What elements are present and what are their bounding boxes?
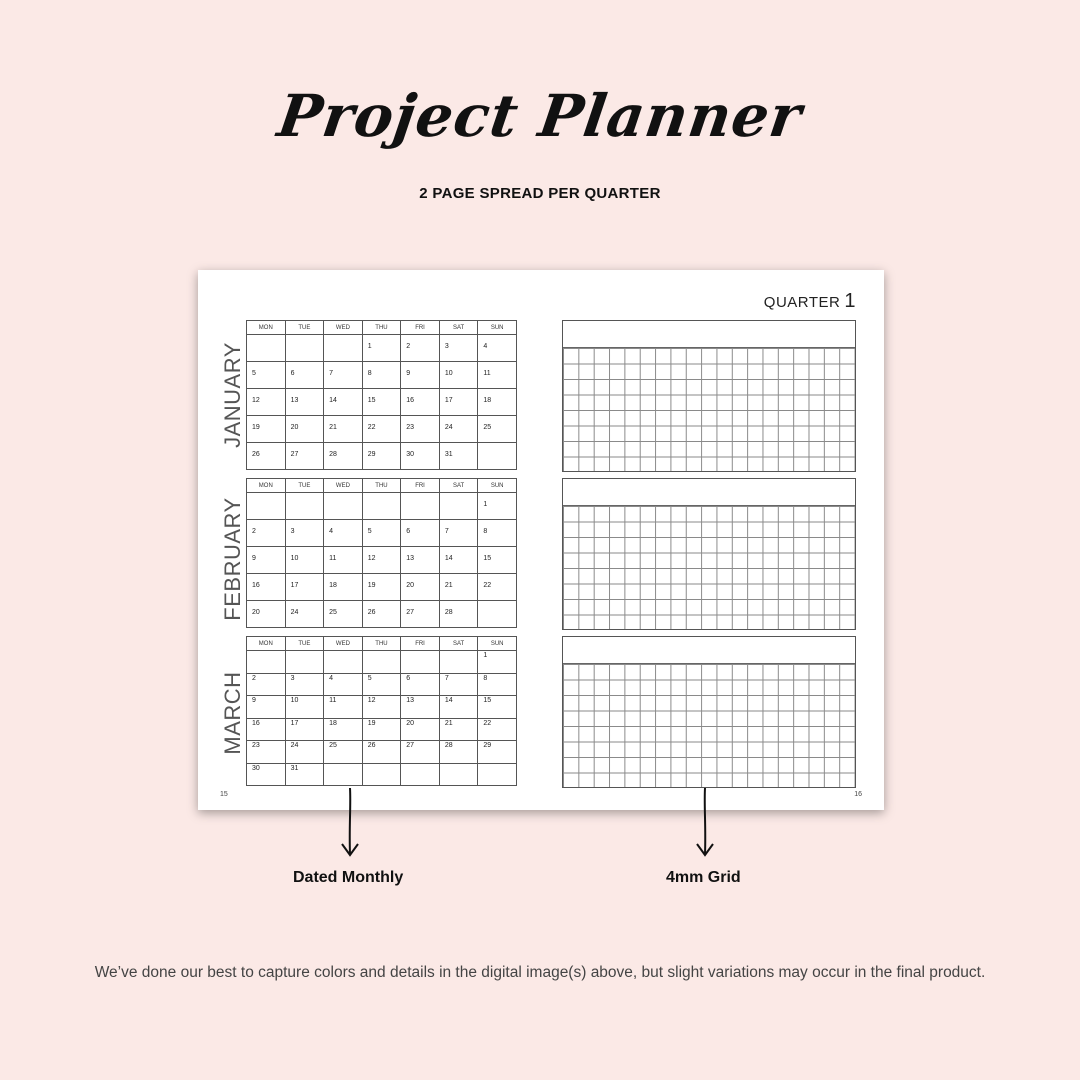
calendar-week-row [247,362,517,389]
day-number: 2 [252,528,256,535]
weekday-label: FRI [401,637,440,651]
day-number: 25 [483,424,492,431]
weekday-label: FRI [401,321,440,335]
day-number: 15 [483,555,492,562]
day-number: 6 [406,528,411,535]
day-number: 12 [367,555,376,562]
day-number: 8 [483,674,488,682]
weekday-label: WED [324,479,363,493]
calendar-day-cell[interactable] [324,416,363,443]
day-number [363,493,401,501]
calendar-day-cell[interactable] [401,574,440,601]
page-title: Project Planner [273,82,807,150]
calendar-day-cell[interactable] [439,673,478,696]
day-number: 31 [444,451,453,458]
day-number [363,764,401,765]
day-number: 7 [329,370,334,377]
day-number [478,764,516,765]
grid-header[interactable] [563,479,855,506]
day-number: 13 [406,697,415,704]
day-number: 22 [367,424,376,431]
calendar-day-cell[interactable] [285,416,324,443]
calendar-day-cell[interactable] [478,673,517,696]
calendar-day-cell[interactable] [401,443,440,470]
calendar-day-cell[interactable] [478,763,517,786]
weekday-label: TUE [285,321,324,335]
calendar-day-cell[interactable] [362,673,401,696]
weekday-header-row [247,637,517,651]
calendar-day-cell[interactable] [324,718,363,741]
calendar-day-cell[interactable] [478,574,517,601]
day-number: 10 [444,370,453,377]
weekday-label: MON [247,479,286,493]
grid-notes-march[interactable] [562,636,856,788]
calendar-day-cell[interactable] [324,696,363,719]
calendar-day-cell[interactable] [439,443,478,470]
weekday-label: MON [247,321,286,335]
callout-dated-monthly: Dated Monthly [293,869,404,886]
calendar-day-cell[interactable] [285,335,324,362]
day-number [478,443,516,451]
calendar-day-cell[interactable] [478,362,517,389]
calendar-day-cell[interactable] [247,362,286,389]
calendar-day-cell[interactable] [247,601,286,628]
planner-spread [198,270,884,810]
day-number: 9 [406,370,411,377]
day-number [478,601,516,609]
day-number: 3 [444,343,449,350]
calendar-day-cell[interactable] [362,741,401,764]
day-number: 11 [329,697,337,704]
month-label-february: FEBRUARY [220,497,245,621]
day-number: 29 [483,742,492,749]
calendar-day-cell[interactable] [285,651,324,674]
weekday-label: WED [324,321,363,335]
day-number: 16 [406,397,415,404]
weekday-label: WED [324,637,363,651]
calendar-day-cell[interactable] [247,651,286,674]
weekday-label: TUE [285,637,324,651]
day-number: 23 [406,424,415,431]
day-number: 6 [290,370,295,377]
day-number: 30 [252,764,260,772]
day-number: 7 [444,674,449,682]
day-number: 8 [483,528,488,535]
calendar-day-cell[interactable] [362,416,401,443]
calendar-day-cell[interactable] [362,574,401,601]
weekday-label: THU [362,637,401,651]
day-number: 6 [406,674,411,682]
grid-header[interactable] [563,321,855,348]
day-number [247,335,285,343]
day-number: 14 [329,397,337,404]
day-number: 24 [290,742,299,749]
day-number: 19 [252,424,260,431]
calendar-day-cell[interactable] [478,547,517,574]
day-number: 12 [367,697,376,704]
day-number [324,651,362,652]
left-page-number: 15 [220,791,228,798]
calendar-week-row [247,493,517,520]
calendar-day-cell[interactable] [439,520,478,547]
calendar-day-cell[interactable] [324,763,363,786]
day-number: 7 [444,528,449,535]
calendar-day-cell[interactable] [401,763,440,786]
day-number: 1 [367,343,372,350]
calendar-day-cell[interactable] [401,493,440,520]
calendar-day-cell[interactable] [401,741,440,764]
quarter-label: QUARTER [763,294,841,311]
calendar-day-cell[interactable] [247,493,286,520]
day-number: 2 [252,674,256,682]
day-number [440,764,478,765]
calendar-february [246,478,517,628]
calendar-day-cell[interactable] [285,718,324,741]
calendar-day-cell[interactable] [478,651,517,674]
grid-area[interactable] [563,348,855,471]
calendar-week-row [247,416,517,443]
calendar-day-cell[interactable] [439,741,478,764]
grid-header[interactable] [563,637,855,664]
day-number: 28 [329,451,337,458]
arrow-down-icon [693,786,717,860]
day-number: 14 [444,555,453,562]
day-number: 4 [329,674,334,682]
callout-grid: 4mm Grid [666,869,741,886]
calendar-day-cell[interactable] [362,601,401,628]
day-number: 5 [367,528,372,535]
calendar-day-cell[interactable] [362,389,401,416]
day-number [440,493,478,501]
day-number: 28 [444,742,453,749]
calendar-day-cell[interactable] [439,547,478,574]
calendar-day-cell[interactable] [285,493,324,520]
weekday-label: THU [362,479,401,493]
calendar-day-cell[interactable] [285,520,324,547]
quarter-heading [764,290,856,313]
day-number: 26 [367,742,376,749]
calendar-day-cell[interactable] [401,547,440,574]
day-number: 27 [290,451,299,458]
calendar-day-cell[interactable] [362,335,401,362]
weekday-label: SAT [439,479,478,493]
grid-area[interactable] [563,506,855,629]
calendar-day-cell[interactable] [439,493,478,520]
day-number: 12 [252,397,260,404]
grid-notes-february[interactable] [562,478,856,630]
calendar-day-cell[interactable] [478,741,517,764]
calendar-day-cell[interactable] [478,696,517,719]
day-number: 11 [483,370,491,377]
grid-notes-january[interactable] [562,320,856,472]
day-number: 28 [444,609,453,616]
calendar-day-cell[interactable] [478,601,517,628]
day-number: 1 [483,652,488,659]
calendar-week-row [247,673,517,696]
calendar-day-cell[interactable] [247,741,286,764]
calendar-day-cell[interactable] [362,443,401,470]
calendar-day-cell[interactable] [401,362,440,389]
calendar-day-cell[interactable] [285,443,324,470]
day-number: 9 [252,555,256,562]
weekday-label: SAT [439,321,478,335]
day-number: 14 [444,697,453,704]
day-number: 15 [367,397,376,404]
calendar-day-cell[interactable] [324,493,363,520]
calendar-day-cell[interactable] [324,443,363,470]
day-number: 25 [329,742,337,749]
weekday-header-row [247,479,517,493]
month-label-march: MARCH [220,671,245,755]
day-number [324,335,362,343]
calendar-day-cell[interactable] [324,741,363,764]
calendar-day-cell[interactable] [247,696,286,719]
day-number: 4 [483,343,488,350]
calendar-day-cell[interactable] [439,601,478,628]
day-number [401,493,439,501]
day-number [324,764,362,765]
calendar-week-row [247,601,517,628]
day-number: 24 [444,424,453,431]
weekday-label: FRI [401,479,440,493]
calendar-day-cell[interactable] [401,389,440,416]
calendar-day-cell[interactable] [439,574,478,601]
calendar-day-cell[interactable] [324,601,363,628]
calendar-day-cell[interactable] [285,547,324,574]
calendar-day-cell[interactable] [439,416,478,443]
weekday-label: SUN [478,479,517,493]
day-number [401,651,439,652]
calendar-day-cell[interactable] [247,673,286,696]
calendar-day-cell[interactable] [439,335,478,362]
calendar-week-row [247,696,517,719]
day-number: 26 [252,451,260,458]
day-number: 13 [406,555,415,562]
day-number: 5 [367,674,372,682]
day-number: 21 [329,424,337,431]
calendar-day-cell[interactable] [324,389,363,416]
day-number: 21 [444,582,453,589]
calendar-day-cell[interactable] [401,335,440,362]
calendar-day-cell[interactable] [247,547,286,574]
weekday-label: SUN [478,321,517,335]
calendar-day-cell[interactable] [247,718,286,741]
day-number: 1 [483,501,488,508]
calendar-week-row [247,574,517,601]
day-number: 8 [367,370,372,377]
calendar-day-cell[interactable] [401,601,440,628]
day-number [401,764,439,765]
calendar-week-row [247,718,517,741]
calendar-day-cell[interactable] [478,335,517,362]
calendar-day-cell[interactable] [362,696,401,719]
calendar-day-cell[interactable] [324,574,363,601]
calendar-day-cell[interactable] [439,362,478,389]
calendar-day-cell[interactable] [324,362,363,389]
calendar-day-cell[interactable] [439,389,478,416]
calendar-day-cell[interactable] [362,520,401,547]
calendar-day-cell[interactable] [285,741,324,764]
calendar-week-row [247,763,517,786]
calendar-day-cell[interactable] [478,520,517,547]
day-number [324,493,362,501]
day-number: 17 [290,582,299,589]
day-number: 16 [252,582,260,589]
day-number [286,651,324,652]
calendar-week-row [247,335,517,362]
calendar-day-cell[interactable] [285,362,324,389]
calendar-day-cell[interactable] [362,362,401,389]
weekday-label: SAT [439,637,478,651]
calendar-day-cell[interactable] [478,718,517,741]
day-number: 18 [329,719,337,727]
day-number: 22 [483,719,492,727]
day-number: 17 [290,719,299,727]
weekday-label: MON [247,637,286,651]
calendar-day-cell[interactable] [362,651,401,674]
page-subtitle: 2 PAGE SPREAD PER QUARTER [419,185,661,202]
day-number: 15 [483,697,492,704]
day-number: 16 [252,719,260,727]
calendar-day-cell[interactable] [478,493,517,520]
calendar-day-cell[interactable] [478,416,517,443]
calendar-day-cell[interactable] [324,520,363,547]
calendar-day-cell[interactable] [285,389,324,416]
day-number [440,651,478,652]
day-number: 20 [406,582,415,589]
calendar-day-cell[interactable] [401,520,440,547]
day-number: 10 [290,697,299,704]
day-number: 18 [329,582,337,589]
day-number: 17 [444,397,453,404]
calendar-day-cell[interactable] [324,651,363,674]
day-number [286,493,324,501]
calendar-day-cell[interactable] [401,651,440,674]
calendar-day-cell[interactable] [362,493,401,520]
calendar-week-row [247,389,517,416]
calendar-week-row [247,443,517,470]
day-number: 21 [444,719,453,727]
day-number: 20 [252,609,260,616]
month-label-january: JANUARY [220,342,245,448]
calendar-day-cell[interactable] [478,443,517,470]
weekday-label: TUE [285,479,324,493]
day-number: 27 [406,609,415,616]
day-number: 18 [483,397,492,404]
calendar-march [246,636,517,786]
calendar-day-cell[interactable] [401,416,440,443]
calendar-day-cell[interactable] [285,574,324,601]
calendar-day-cell[interactable] [401,696,440,719]
calendar-day-cell[interactable] [247,574,286,601]
day-number [247,493,285,501]
calendar-week-row [247,741,517,764]
calendar-day-cell[interactable] [324,547,363,574]
day-number: 22 [483,582,492,589]
day-number: 10 [290,555,299,562]
day-number: 26 [367,609,376,616]
day-number: 3 [290,528,295,535]
calendar-day-cell[interactable] [285,763,324,786]
day-number: 30 [406,451,415,458]
day-number: 3 [290,674,295,682]
quarter-number: 1 [844,290,856,312]
calendar-week-row [247,547,517,574]
day-number: 4 [329,528,334,535]
day-number: 24 [290,609,299,616]
arrow-down-icon [338,786,362,860]
calendar-day-cell[interactable] [247,763,286,786]
day-number [286,335,324,343]
calendar-day-cell[interactable] [362,763,401,786]
right-page-number: 16 [854,791,862,798]
calendar-day-cell[interactable] [362,547,401,574]
day-number [247,651,285,652]
calendar-day-cell[interactable] [362,718,401,741]
day-number: 27 [406,742,415,749]
day-number: 31 [290,764,299,772]
calendar-day-cell[interactable] [324,335,363,362]
calendar-day-cell[interactable] [324,673,363,696]
day-number: 29 [367,451,376,458]
weekday-header-row [247,321,517,335]
calendar-day-cell[interactable] [439,763,478,786]
calendar-day-cell[interactable] [285,673,324,696]
calendar-week-row [247,651,517,674]
calendar-day-cell[interactable] [247,520,286,547]
calendar-week-row [247,520,517,547]
day-number: 11 [329,555,337,562]
day-number: 19 [367,719,376,727]
disclaimer-text: We’ve done our best to capture colors and details in the digital image(s) above, but slight variations may occur in the final product. [94,964,986,981]
day-number: 20 [406,719,415,727]
calendar-day-cell[interactable] [439,718,478,741]
calendar-day-cell[interactable] [401,673,440,696]
day-number: 5 [252,370,256,377]
calendar-day-cell[interactable] [478,389,517,416]
day-number: 9 [252,697,256,704]
day-number [363,651,401,652]
calendar-day-cell[interactable] [247,416,286,443]
day-number: 2 [406,343,411,350]
calendar-day-cell[interactable] [439,651,478,674]
day-number: 13 [290,397,299,404]
grid-area[interactable] [563,664,855,787]
calendar-day-cell[interactable] [247,443,286,470]
day-number: 23 [252,742,260,749]
calendar-day-cell[interactable] [247,335,286,362]
day-number: 25 [329,609,337,616]
calendar-day-cell[interactable] [285,601,324,628]
calendar-day-cell[interactable] [401,718,440,741]
calendar-day-cell[interactable] [439,696,478,719]
day-number: 19 [367,582,376,589]
weekday-label: SUN [478,637,517,651]
day-number: 20 [290,424,299,431]
calendar-day-cell[interactable] [247,389,286,416]
calendar-january [246,320,517,470]
weekday-label: THU [362,321,401,335]
calendar-day-cell[interactable] [285,696,324,719]
